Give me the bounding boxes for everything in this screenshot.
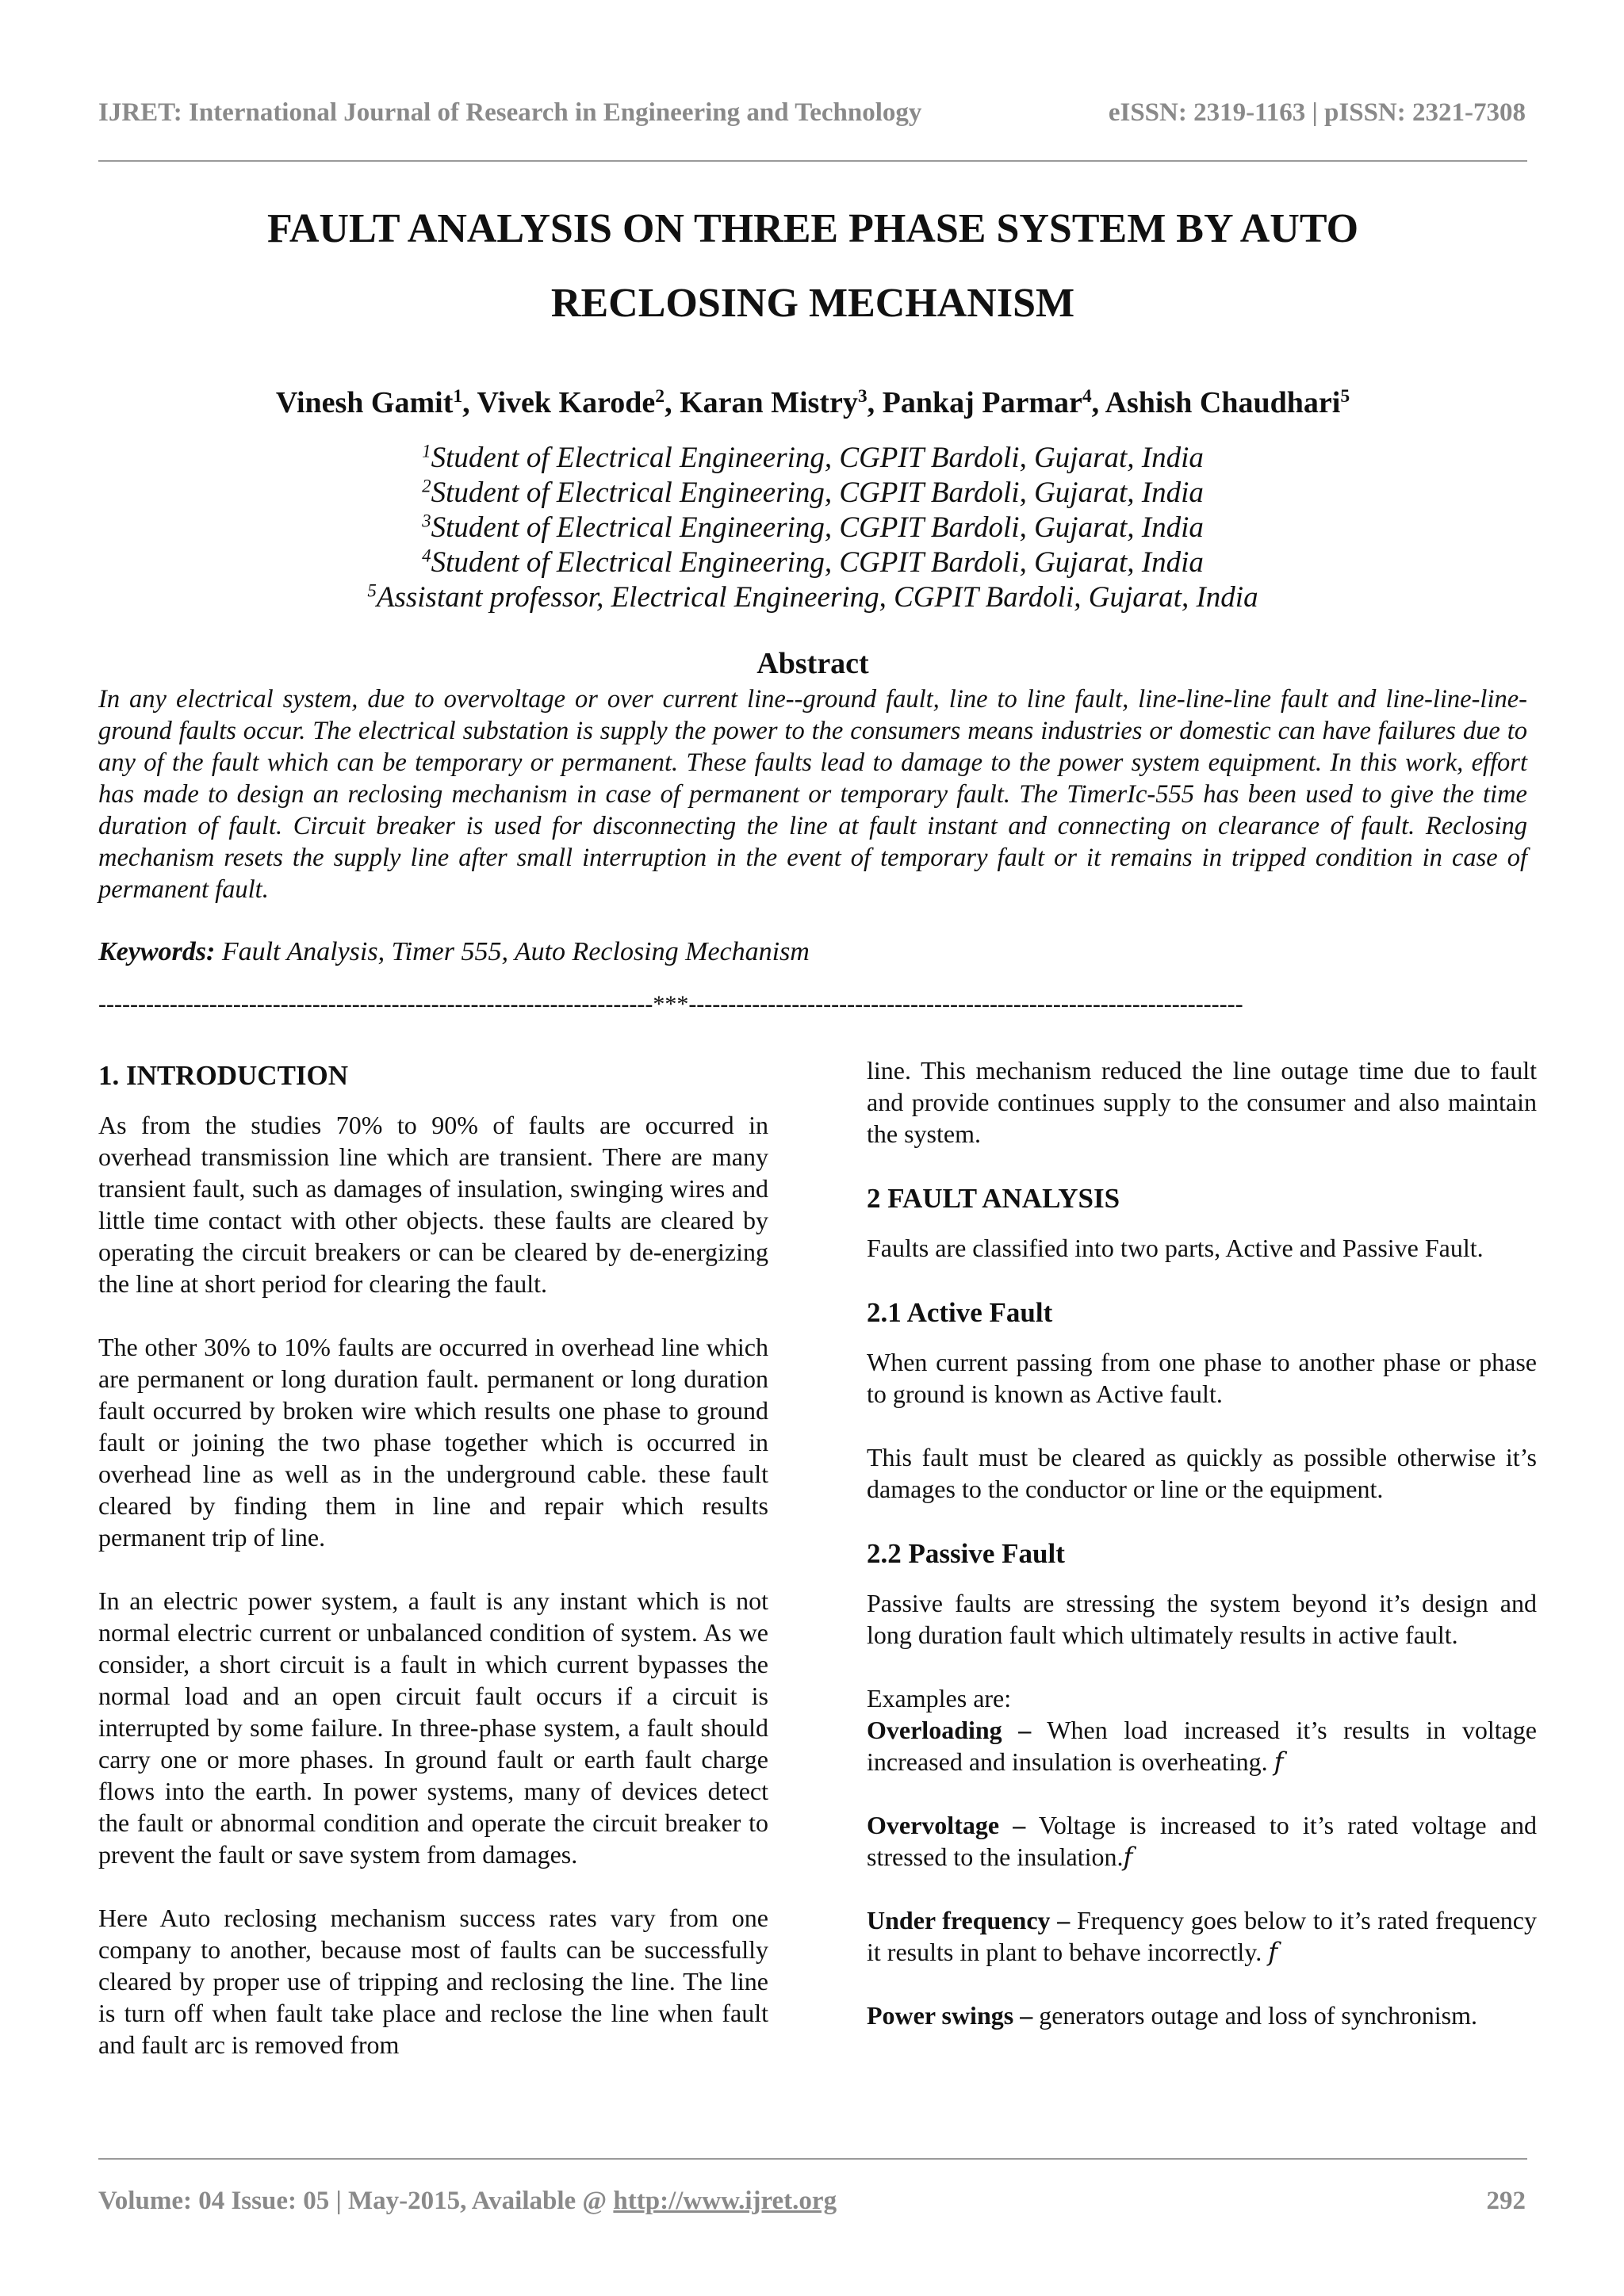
right-column bbox=[867, 1054, 1537, 2031]
fault-analysis-paragraph: Faults are classified into two parts, Active and Passive Fault. bbox=[867, 1234, 1484, 1262]
author: Ashish Chaudhari$^5$ bbox=[1105, 386, 1350, 419]
abstract-heading: Abstract bbox=[756, 647, 869, 680]
author: Vinesh Gamit$^1$, bbox=[275, 386, 477, 419]
intro-paragraph-1: As from the studies 70% to 90% of faults are occurred in overhead transmission line which are transient. There are many transient fault, such as damages of insulation, swinging wires and little time contact with other objects. these faults are cleared by operating the circuit breakers or can be cleared by de-energizing the line at short period for clearing the fault. bbox=[98, 1111, 768, 1298]
affiliation: $^2$Student of Electrical Engineering, CGPIT Bardoli, Gujarat, India bbox=[422, 476, 1204, 509]
author: Pankaj Parmar$^4$, bbox=[882, 386, 1105, 419]
example-power-swings: Power swings – generators outage and loss of synchronism. bbox=[867, 2001, 1477, 2030]
intro-paragraph-2: The other 30% to 10% faults are occurred in overhead line which are permanent or long duration fault. permanent or long duration fault occurred by broken wire which results one phase to ground fault or joining the two phase together which is occurred in overhead line as well as in the underground cable. these fault cleared by finding them in line and repair which results permanent trip of line. bbox=[98, 1333, 768, 1552]
keywords-text: Fault Analysis, Timer 555, Auto Reclosing Mechanism bbox=[215, 937, 810, 966]
active-fault-paragraph-2: This fault must be cleared as quickly as possible otherwise it’s damages to the conductor or line or the equipment. bbox=[867, 1443, 1537, 1503]
page-number: 292 bbox=[1486, 2187, 1526, 2215]
example-overloading: Overloading – When load increased it’s results in voltage increased and insulation is overheating. 𝑓 bbox=[867, 1716, 1538, 1777]
keywords bbox=[98, 937, 1527, 967]
footer-volume: Volume: 04 Issue: 05 | May-2015, Available @ http://www.ijret.org bbox=[98, 2187, 837, 2215]
passive-fault-heading: 2.2 Passive Fault bbox=[867, 1538, 1065, 1569]
affiliations bbox=[98, 441, 1527, 615]
journal-name: IJRET: International Journal of Research in Engineering and Technology bbox=[98, 98, 922, 127]
affiliation: $^1$Student of Electrical Engineering, CGPIT Bardoli, Gujarat, India bbox=[422, 441, 1204, 474]
intro-paragraph-4-continued: line. This mechanism reduced the line outage time due to fault and provide continues supply to the consumer and also maintain the system. bbox=[867, 1056, 1537, 1148]
header-rule bbox=[98, 160, 1527, 162]
intro-paragraph-4: Here Auto reclosing mechanism success rates vary from one company to another, because most of faults can be successfully cleared by proper use of tripping and reclosing the line. The line is turn off when fault take place and reclose the line when fault and fault arc is removed from bbox=[98, 1904, 768, 2059]
passive-fault-paragraph: Passive faults are stressing the system beyond it’s design and long duration fault which ultimately results in active fault. bbox=[867, 1589, 1537, 1649]
intro-paragraph-3: In an electric power system, a fault is any instant which is not normal electric current or unbalanced condition of system. As we consider, a short circuit is a fault in which current bypasses the normal load and an open circuit fault occurs if a circuit is interrupted by some failure. In three-phase system, a fault should carry one or more phases. In ground fault or earth fault charge flows into the earth. In power systems, many of devices detect the fault or abnormal condition and operate the circuit breaker to prevent the fault or save system from damages. bbox=[98, 1586, 768, 1869]
active-fault-heading: 2.1 Active Fault bbox=[867, 1297, 1053, 1328]
examples-intro: Examples are: bbox=[867, 1684, 1012, 1712]
issn-info: eISSN: 2319-1163 | pISSN: 2321-7308 bbox=[1108, 98, 1526, 127]
abstract-text: In any electrical system, due to overvoltage or over current line--ground fault, line to line fault, line-line-line fault and line-line-line-ground faults occur. The electrical substation is supply the power to the consumers means industries or domestic can have failures due to any of the fault which can be temporary or permanent. These faults lead to damage to the power system equipment. In this work, effort has made to design an reclosing mechanism in case of permanent or temporary fault. The TimerIc-555 has been used to give the time duration of fault. Circuit breaker is used for disconnecting the line at fault instant and connecting on clearance of fault. Reclosing mechanism resets the supply line after small interruption in the event of temporary fault or it remains in tripped condition in case of permanent fault. bbox=[98, 685, 1527, 904]
affiliation: $^5$Assistant professor, Electrical Engineering, CGPIT Bardoli, Gujarat, India bbox=[367, 580, 1258, 614]
affiliation: $^4$Student of Electrical Engineering, CGPIT Bardoli, Gujarat, India bbox=[422, 545, 1204, 579]
footer-rule bbox=[98, 2158, 1527, 2160]
left-column bbox=[98, 1058, 768, 2061]
author: Vivek Karode$^2$, bbox=[477, 386, 680, 419]
fault-analysis-heading: 2 FAULT ANALYSIS bbox=[867, 1183, 1120, 1214]
keywords-label: Keywords: bbox=[98, 937, 216, 966]
journal-url-link[interactable]: http://www.ijret.org bbox=[613, 2187, 837, 2215]
author-list bbox=[98, 385, 1527, 420]
active-fault-paragraph-1: When current passing from one phase to another phase or phase to ground is known as Active fault. bbox=[867, 1348, 1537, 1408]
author: Karan Mistry$^3$, bbox=[680, 386, 883, 419]
section-separator: ----------------------------------------------------------------------***---------------------------------------------------------------------- bbox=[98, 991, 1243, 1017]
example-under-frequency: Under frequency – Frequency goes below to it’s rated frequency it results in plant to behave incorrectly. 𝑓 bbox=[867, 1906, 1538, 1967]
paper-title-line-2: RECLOSING MECHANISM bbox=[550, 281, 1075, 326]
example-overvoltage: Overvoltage – Voltage is increased to it’s rated voltage and stressed to the insulation.𝑓 bbox=[867, 1811, 1538, 1872]
paper-title-line-1: FAULT ANALYSIS ON THREE PHASE SYSTEM BY AUTO bbox=[266, 206, 1359, 251]
affiliation: $^3$Student of Electrical Engineering, CGPIT Bardoli, Gujarat, India bbox=[422, 511, 1204, 544]
intro-heading: 1. INTRODUCTION bbox=[98, 1060, 349, 1091]
